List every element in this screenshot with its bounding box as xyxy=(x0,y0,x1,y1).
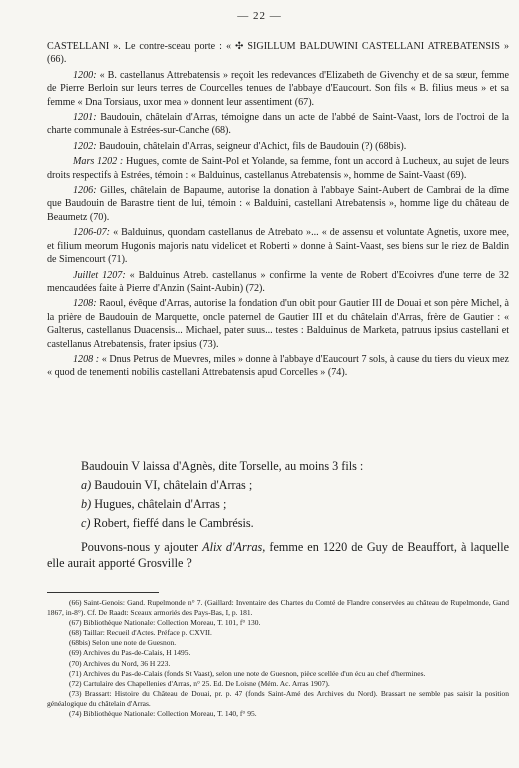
question-paragraph xyxy=(47,539,509,571)
paragraph-seal: CASTELLANI ». Le contre-sceau porte : « ✣ SIGILLUM BALDUWINI CASTELLANI ATREBATENSIS » (66). xyxy=(47,41,509,66)
footnote: (67) Bibliothèque Nationale: Collection Moreau, T. 101, f° 130. xyxy=(69,618,261,628)
entry-1202 xyxy=(47,140,509,153)
question-start: Pouvons-nous y ajouter xyxy=(81,540,203,554)
entry-text: Raoul, évêque d'Arras, autorise la fondation d'un obit pour Gautier III de Douai et son père Michel, à la prière de Baudouin de Marquette, oncle paternel de Gautier III et du châtelain d'Arras, frère de Gautier : « Galterus, castellanus Duacensis... Michael, pater suus... testes : Balduinus de Marketa, patruus ipsius castellani et castellanus Atrebatensis, frater ipsius (73). xyxy=(47,298,509,350)
footnote: (70) Archives du Nord, 36 H 223. xyxy=(69,658,171,668)
entry-text: « B. castellanus Attrebatensis » reçoit les redevances d'Elizabeth de Givenchy et de sa sœur, femme de Pierre Berloin sur leurs terres de Courcelles tenues de l'abbaye d'Eaucourt. Son fils « B. filius meus » et sa femme « Dna Torsiaus, uxor mea » donnent leur assentiment (67). xyxy=(47,69,509,108)
entry-1208-muevres xyxy=(47,353,509,380)
question-end: femme en 1220 de Guy de Beauffort, à laquelle elle aurait apporté Grosville ? xyxy=(47,540,510,570)
entry-1200 xyxy=(47,69,509,109)
entry-date: 1200: xyxy=(73,69,97,81)
entry-date: 1206: xyxy=(73,185,97,197)
entry-date: Juillet 1207: xyxy=(73,269,126,281)
footnote: (71) Archives du Pas-de-Calais (fonds St Vaast), selon une note de Guesnon, pièce scellée d'un écu au chef d'hermines. xyxy=(69,668,426,678)
entry-text: Gilles, châtelain de Bapaume, autorise la donation à l'abbaye Saint-Aubert de Cambrai de la dîme que Baudouin de Barastre tient de lui, témoin : « Balduini, castellani Atrebatensis », homme lige du château de Beaumetz (70). xyxy=(47,185,510,223)
item-mark: b) xyxy=(81,497,92,511)
sons-intro: Baudouin V laissa d'Agnès, dite Torselle, au moins 3 fils : xyxy=(81,459,364,473)
entry-mars-1202 xyxy=(47,155,509,182)
footnote: (68) Taillar: Recueil d'Actes. Préface p. CXVII. xyxy=(69,628,212,638)
item-mark: a) xyxy=(81,478,92,492)
chronology-section xyxy=(47,40,509,382)
entry-text: Baudouin, châtelain d'Arras, seigneur d'Achict, fils de Baudouin (?) (68bis). xyxy=(99,140,407,152)
item-text: Robert, fieffé dans le Cambrésis. xyxy=(93,516,254,530)
list-item xyxy=(81,477,509,493)
entry-text: « Balduinus Atreb. castellanus » confirme la vente de Robert d'Ecoivres d'une terre de 32 mencaudées faite à Pierre d'Anzin (Saint-Aubin) (72). xyxy=(47,269,510,294)
footnote: (74) Bibliothèque Nationale: Collection Moreau, T. 140, f° 95. xyxy=(69,709,257,719)
footnote: (72) Cartulaire des Chapellenies d'Arras, n° 25. Ed. De Loisne (Mém. Ac. Arras 1907). xyxy=(69,678,330,688)
entry-1201 xyxy=(47,111,509,138)
item-text: Baudouin VI, châtelain d'Arras ; xyxy=(94,478,253,492)
item-mark: c) xyxy=(81,516,91,530)
entry-date: 1201: xyxy=(73,112,97,124)
footnote: (69) Archives du Pas-de-Calais, H 1495. xyxy=(69,648,191,658)
footnotes xyxy=(47,598,509,719)
entry-date: 1202: xyxy=(73,140,97,152)
entry-date: 1206-07: xyxy=(73,227,111,239)
item-text: Hugues, châtelain d'Arras ; xyxy=(94,497,227,511)
entry-1206 xyxy=(47,184,509,224)
sons-list xyxy=(47,477,509,531)
footnote-divider xyxy=(47,592,159,593)
footnote: (73) Brassart: Histoire du Château de Douai, pr. p. 47 (fonds Saint-Amé des Archives du Nord). Brassart ne semble pas saisir la position généalogique du châtelain d'Arras. xyxy=(47,688,509,708)
entry-1206-07 xyxy=(47,226,509,266)
entry-text: « Balduinus, quondam castellanus de Atrebato »... « de assensu et voluntate Agnetis, uxore mee, et filium meorum Hugonis majoris natu videlicet et Roberti » donne à Saint-Vaast, ses biens sur le riez de Baldin de Simencourt (71). xyxy=(47,227,509,266)
entry-date: Mars 1202 : xyxy=(73,156,124,168)
sons-section xyxy=(47,458,509,571)
entry-juillet-1207 xyxy=(47,269,509,296)
entry-date: 1208 : xyxy=(73,353,100,365)
footnote: (68bis) Selon une note de Guesnon. xyxy=(69,638,177,648)
question-name: Alix d'Arras, xyxy=(202,540,266,554)
entry-1208-raoul xyxy=(47,297,509,351)
entry-text: Hugues, comte de Saint-Pol et Yolande, sa femme, font un accord à Lucheux, au sujet de leurs droits respectifs à Estrées, témoin : « Balduinus, castellanus Atrebatensis », homme de Saint-Vaast (69). xyxy=(47,156,509,181)
page-number: — 22 — xyxy=(237,10,282,22)
footnote: (66) Saint-Genois: Gand. Rupelmonde n° 7. (Gaillard: Inventaire des Chartes du Comté de Flandre conservées au château de Rupelmonde, Gand 1867, in-8°). Cf. De Raadt: Sceaux armoriés des Pays-Bas, I, p. 181. xyxy=(47,598,509,618)
list-item xyxy=(81,496,509,512)
entry-text: Baudouin, châtelain d'Arras, témoigne dans un acte de l'abbé de Saint-Vaast, lors de l'octroi de la charte communale à Estrées-sur-Canche (68). xyxy=(47,112,509,137)
entry-date: 1208: xyxy=(73,298,97,310)
list-item xyxy=(81,515,509,531)
entry-text: « Dnus Petrus de Muevres, miles » donne à l'abbaye d'Eaucourt 7 sols, à cause du tiers du vieux mez « quod de tenementi nobilis castellani Attrebatensis apud Corcelles » (74). xyxy=(47,353,509,379)
